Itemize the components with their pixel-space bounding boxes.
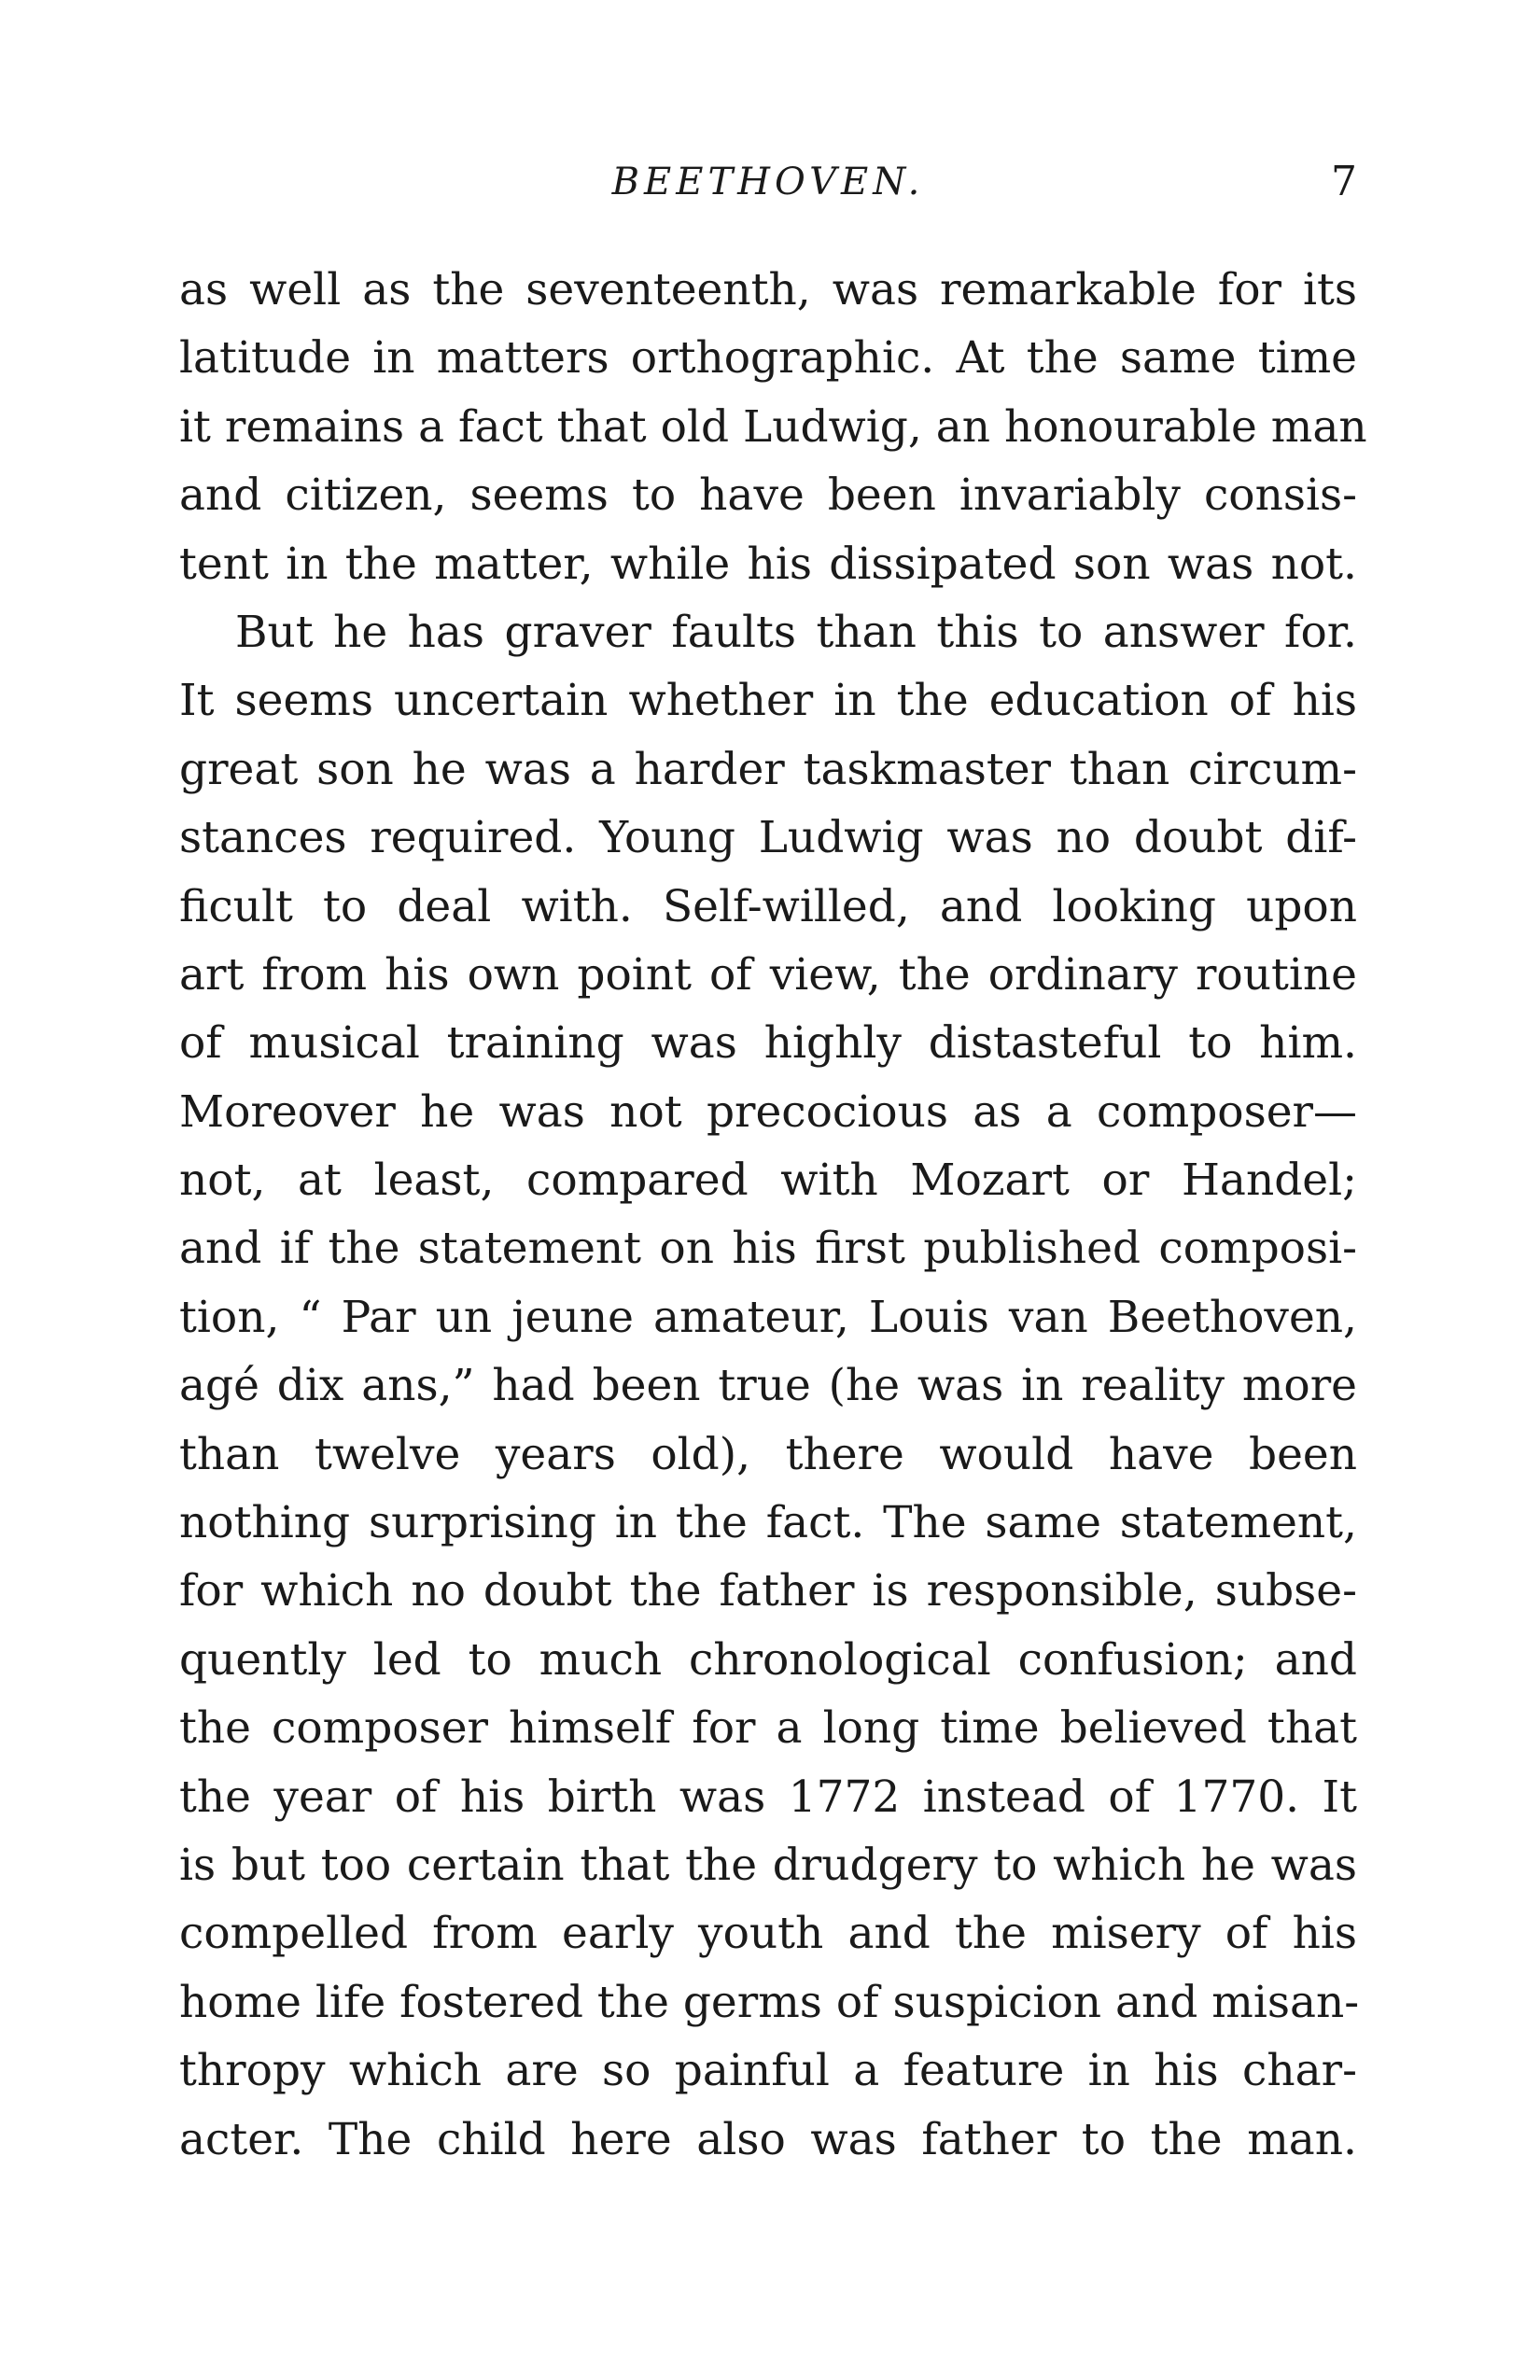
text-line: than twelve years old), there would have been [179, 1428, 1357, 1480]
text-line: thropy which are so painful a feature in his char- [179, 2045, 1357, 2097]
text-line: compelled from early youth and the misery of his [179, 1908, 1357, 1960]
body-text [179, 256, 1367, 2174]
text-line: great son he was a harder taskmaster than circum- [179, 743, 1357, 795]
text-line: art from his own point of view, the ordinary routine [179, 948, 1357, 1001]
text-line: nothing surprising in the fact. The same statement, [179, 1497, 1357, 1549]
text-line: ficult to deal with. Self-willed, and looking upon [179, 880, 1357, 932]
text-line: it remains a fact that old Ludwig, an honourable man [179, 400, 1367, 453]
text-line: tent in the matter, while his dissipated son was not. [179, 538, 1357, 590]
text-line: home life fostered the germs of suspicion and misan- [179, 1976, 1360, 2028]
text-line: and citizen, seems to have been invariably consis- [179, 469, 1357, 522]
text-line: of musical training was highly distasteful to him. [179, 1017, 1357, 1070]
page-number: 7 [1331, 158, 1357, 205]
text-line: for which no doubt the father is responsible, subse- [179, 1565, 1357, 1617]
text-line: agé dix ans,” had been true (he was in reality more [179, 1360, 1357, 1412]
text-line: the year of his birth was 1772 instead of 1770. It [179, 1771, 1357, 1823]
text-line: stances required. Young Ludwig was no doubt dif- [179, 812, 1357, 864]
text-line: tion, “ Par un jeune amateur, Louis van Beethoven, [179, 1291, 1357, 1343]
text-line: Moreover he was not precocious as a composer— [179, 1085, 1357, 1138]
text-line: latitude in matters orthographic. At the same time [179, 332, 1357, 385]
text-line: and if the statement on his first published composi- [179, 1223, 1357, 1275]
text-line: quently led to much chronological confusion; and [179, 1633, 1357, 1686]
text-line-paragraph-start: But he has graver faults than this to answer for. [235, 606, 1357, 658]
text-line: acter. The child here also was father to the man. [179, 2113, 1357, 2165]
text-line: is but too certain that the drudgery to which he was [179, 1839, 1357, 1891]
running-head [179, 159, 1357, 215]
running-title: BEETHOVEN. [611, 161, 925, 203]
text-line: as well as the seventeenth, was remarkable for its [179, 264, 1357, 315]
text-line: the composer himself for a long time believed that [179, 1702, 1357, 1755]
text-line: It seems uncertain whether in the education of his [179, 675, 1357, 727]
text-line: not, at least, compared with Mozart or Handel; [179, 1155, 1357, 1207]
